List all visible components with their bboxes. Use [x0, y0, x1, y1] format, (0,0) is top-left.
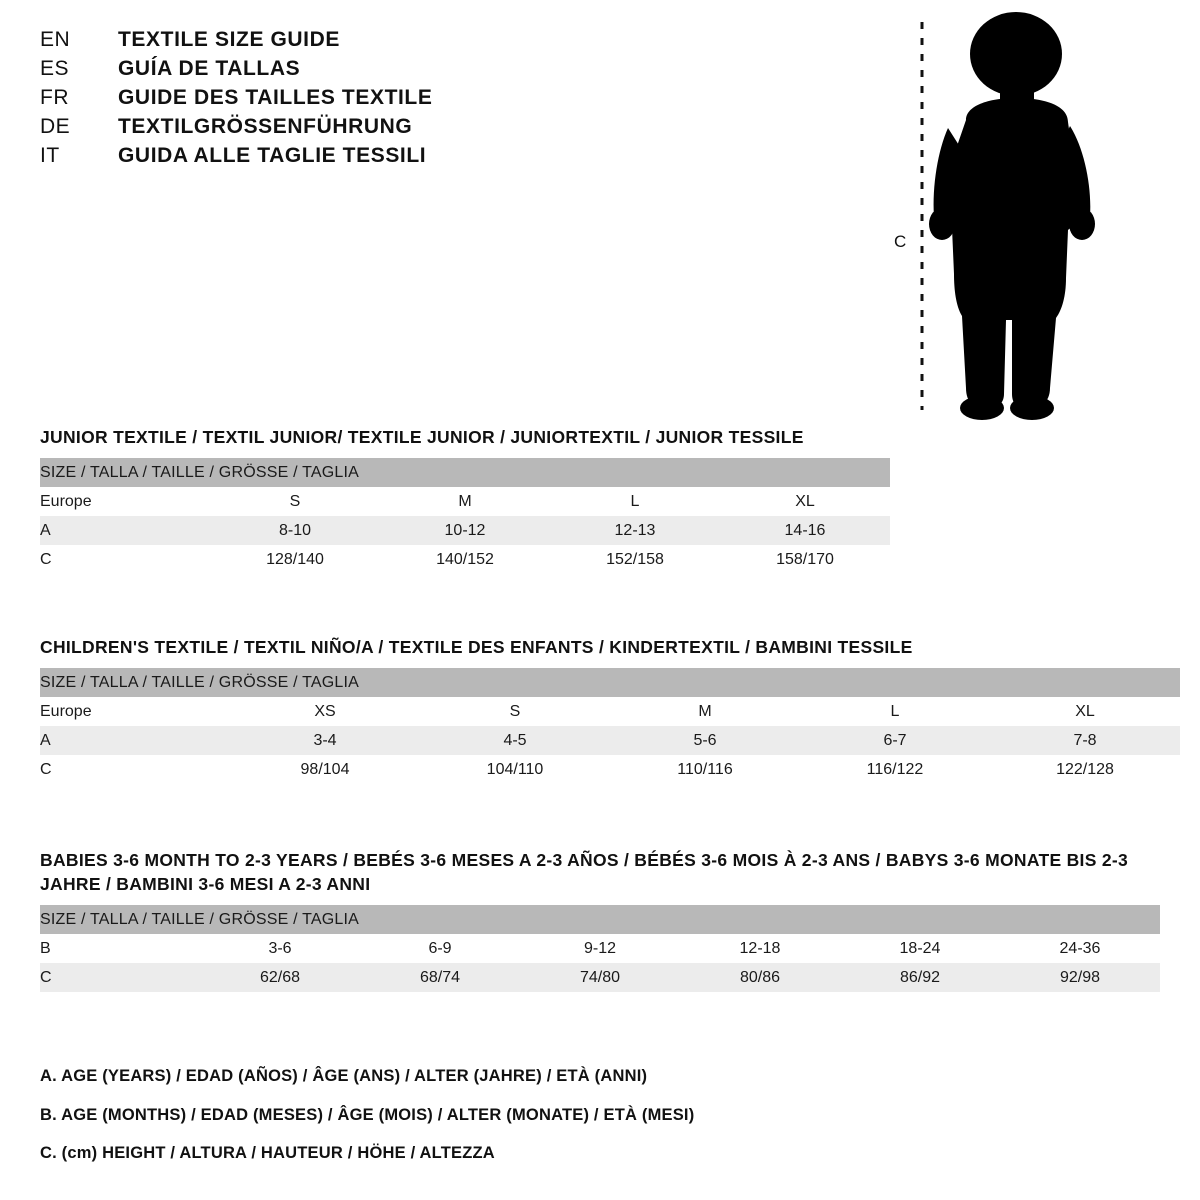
value-cell: 152/158: [550, 545, 720, 574]
value-cell: 5-6: [610, 726, 800, 755]
value-cell: 24-36: [1000, 934, 1160, 963]
language-title: TEXTILGRÖSSENFÜHRUNG: [118, 115, 413, 138]
value-cell: 92/98: [1000, 963, 1160, 992]
table-row: [40, 516, 890, 545]
babies-size-table: [40, 905, 1160, 992]
size-cell: L: [800, 697, 990, 726]
value-cell: 122/128: [990, 755, 1180, 784]
child-silhouette-icon: [900, 10, 1140, 420]
table-row: [40, 726, 1180, 755]
section-babies-textile: [40, 848, 1160, 992]
row-label: B: [40, 934, 200, 963]
language-title: GUIDA ALLE TAGLIE TESSILI: [118, 144, 427, 167]
value-cell: 9-12: [520, 934, 680, 963]
legend-item-b: B. AGE (MONTHS) / EDAD (MESES) / ÂGE (MOIS) / ALTER (MONATE) / ETÀ (MESI): [40, 1105, 695, 1124]
size-cell: L: [550, 487, 720, 516]
value-cell: 86/92: [840, 963, 1000, 992]
legend-item-c: C. (cm) HEIGHT / ALTURA / HAUTEUR / HÖHE / ALTEZZA: [40, 1144, 495, 1162]
language-row-es: [40, 57, 600, 86]
language-title: GUÍA DE TALLAS: [118, 57, 301, 80]
row-label: C: [40, 545, 210, 574]
value-cell: 158/170: [720, 545, 890, 574]
size-header-label: SIZE / TALLA / TAILLE / GRÖSSE / TAGLIA: [40, 905, 1160, 934]
section-title: BABIES 3-6 MONTH TO 2-3 YEARS / BEBÉS 3-6 MESES A 2-3 AÑOS / BÉBÉS 3-6 MOIS À 2-3 ANS / BABYS 3-6 MONATE BIS 2-3 JAHRE / BAMBINI 3-6 MESI A 2-3 ANNI: [40, 850, 1129, 895]
value-cell: 110/116: [610, 755, 800, 784]
value-cell: 10-12: [380, 516, 550, 545]
height-measure-label: C: [894, 232, 907, 251]
value-cell: 140/152: [380, 545, 550, 574]
legend-item-a: A. AGE (YEARS) / EDAD (AÑOS) / ÂGE (ANS) / ALTER (JAHRE) / ETÀ (ANNI): [40, 1067, 648, 1085]
row-label: A: [40, 516, 210, 545]
value-cell: 14-16: [720, 516, 890, 545]
size-cell: S: [420, 697, 610, 726]
value-cell: 104/110: [420, 755, 610, 784]
table-header-row: [40, 668, 1180, 697]
region-label: Europe: [40, 487, 210, 516]
junior-size-table: [40, 458, 890, 574]
size-header-label: SIZE / TALLA / TAILLE / GRÖSSE / TAGLIA: [40, 668, 1180, 697]
value-cell: 7-8: [990, 726, 1180, 755]
language-code: DE: [40, 115, 71, 138]
size-cell: M: [610, 697, 800, 726]
language-title: TEXTILE SIZE GUIDE: [118, 28, 340, 51]
measurement-figure: [894, 10, 1140, 420]
value-cell: 18-24: [840, 934, 1000, 963]
language-row-fr: [40, 86, 600, 115]
language-row-de: [40, 115, 600, 144]
value-cell: 74/80: [520, 963, 680, 992]
size-header-label: SIZE / TALLA / TAILLE / GRÖSSE / TAGLIA: [40, 458, 890, 487]
section-junior-textile: [40, 425, 890, 574]
language-header: [40, 28, 600, 173]
size-cell: M: [380, 487, 550, 516]
language-code: IT: [40, 144, 60, 167]
value-cell: 4-5: [420, 726, 610, 755]
section-title: JUNIOR TEXTILE / TEXTIL JUNIOR/ TEXTILE JUNIOR / JUNIORTEXTIL / JUNIOR TESSILE: [40, 427, 804, 447]
value-cell: 116/122: [800, 755, 990, 784]
value-cell: 3-6: [200, 934, 360, 963]
value-cell: 6-9: [360, 934, 520, 963]
value-cell: 3-4: [230, 726, 420, 755]
table-row: [40, 963, 1160, 992]
language-row-it: [40, 144, 600, 173]
value-cell: 98/104: [230, 755, 420, 784]
table-row-sizes: [40, 487, 890, 516]
language-code: FR: [40, 86, 69, 109]
size-cell: XS: [230, 697, 420, 726]
value-cell: 12-13: [550, 516, 720, 545]
table-header-row: [40, 458, 890, 487]
children-size-table: [40, 668, 1180, 784]
language-code: ES: [40, 57, 70, 80]
value-cell: 128/140: [210, 545, 380, 574]
language-code: EN: [40, 28, 71, 51]
value-cell: 12-18: [680, 934, 840, 963]
legend: [40, 1068, 1140, 1184]
row-label: C: [40, 755, 230, 784]
section-title: CHILDREN'S TEXTILE / TEXTIL NIÑO/A / TEXTILE DES ENFANTS / KINDERTEXTIL / BAMBINI TESSILE: [40, 637, 913, 657]
table-row: [40, 755, 1180, 784]
row-label: C: [40, 963, 200, 992]
value-cell: 80/86: [680, 963, 840, 992]
language-row-en: [40, 28, 600, 57]
size-cell: XL: [990, 697, 1180, 726]
language-title: GUIDE DES TAILLES TEXTILE: [118, 86, 433, 109]
size-cell: S: [210, 487, 380, 516]
value-cell: 6-7: [800, 726, 990, 755]
value-cell: 62/68: [200, 963, 360, 992]
size-cell: XL: [720, 487, 890, 516]
table-row: [40, 545, 890, 574]
region-label: Europe: [40, 697, 230, 726]
row-label: A: [40, 726, 230, 755]
table-row-sizes: [40, 697, 1180, 726]
section-childrens-textile: [40, 635, 1180, 784]
value-cell: 68/74: [360, 963, 520, 992]
table-header-row: [40, 905, 1160, 934]
value-cell: 8-10: [210, 516, 380, 545]
table-row: [40, 934, 1160, 963]
